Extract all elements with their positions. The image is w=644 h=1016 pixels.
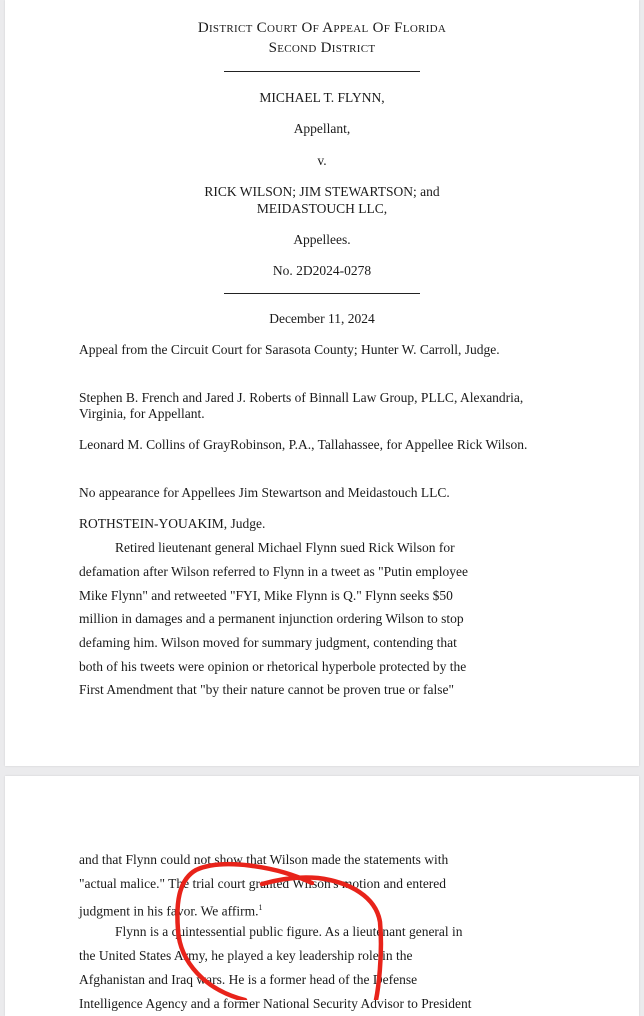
document-page-2	[5, 776, 639, 1016]
versus: v.	[317, 153, 327, 168]
body-line: "actual malice." The trial court granted Wilson's motion and entered	[79, 876, 447, 891]
body-line: Retired lieutenant general Michael Flynn sued Rick Wilson for	[115, 540, 455, 555]
body-line: defaming him. Wilson moved for summary judgment, contending that	[79, 635, 457, 650]
body-line: million in damages and a permanent injunction ordering Wilson to stop	[79, 611, 464, 626]
body-line-text: judgment in his favor. We affirm.	[79, 903, 259, 919]
court-name: District Court Of Appeal Of Florida	[197, 20, 447, 36]
court-district: Second District	[268, 40, 376, 56]
counsel-appellant: Stephen B. French and Jared J. Roberts of Binnall Law Group, PLLC, Alexandria, Virginia, for Appellant.	[79, 390, 524, 421]
appellant-role: Appellant,	[293, 121, 351, 136]
body-line: the United States Army, he played a key leadership role in the	[79, 948, 413, 963]
body-line: Flynn is a quintessential public figure. As a lieutenant general in	[115, 924, 463, 939]
case-number: No. 2D2024-0278	[272, 263, 372, 278]
body-line: Intelligence Agency and a former National Security Advisor to President	[79, 996, 472, 1011]
appeal-from: Appeal from the Circuit Court for Sarasota County; Hunter W. Carroll, Judge.	[79, 342, 500, 357]
appellees-line1: RICK WILSON; JIM STEWARTSON; and	[204, 184, 440, 199]
appellees-line2: MEIDASTOUCH LLC,	[256, 201, 388, 216]
judge-line: ROTHSTEIN-YOUAKIM, Judge.	[79, 516, 266, 531]
footnote-marker[interactable]: 1	[258, 903, 263, 912]
document-page-1	[5, 0, 639, 766]
body-line: and that Flynn could not show that Wilson made the statements with	[79, 852, 449, 867]
decision-date: December 11, 2024	[269, 311, 375, 326]
caption-rule	[224, 293, 420, 294]
body-line: Afghanistan and Iraq wars. He is a former head of the Defense	[79, 972, 418, 987]
body-line: defamation after Wilson referred to Flynn in a tweet as "Putin employee	[79, 564, 468, 579]
appellant-name: MICHAEL T. FLYNN,	[259, 90, 385, 105]
body-line: Mike Flynn" and retweeted "FYI, Mike Flynn is Q." Flynn seeks $50	[79, 588, 453, 603]
appellees-role: Appellees.	[293, 232, 351, 247]
counsel-appellee: Leonard M. Collins of GrayRobinson, P.A., Tallahassee, for Appellee Rick Wilson.	[79, 437, 528, 452]
header-rule	[224, 71, 420, 72]
no-appearance: No appearance for Appellees Jim Stewartson and Meidastouch LLC.	[79, 485, 450, 500]
body-line: both of his tweets were opinion or rhetorical hyperbole protected by the	[79, 659, 467, 674]
body-line: First Amendment that "by their nature cannot be proven true or false"	[79, 682, 455, 697]
